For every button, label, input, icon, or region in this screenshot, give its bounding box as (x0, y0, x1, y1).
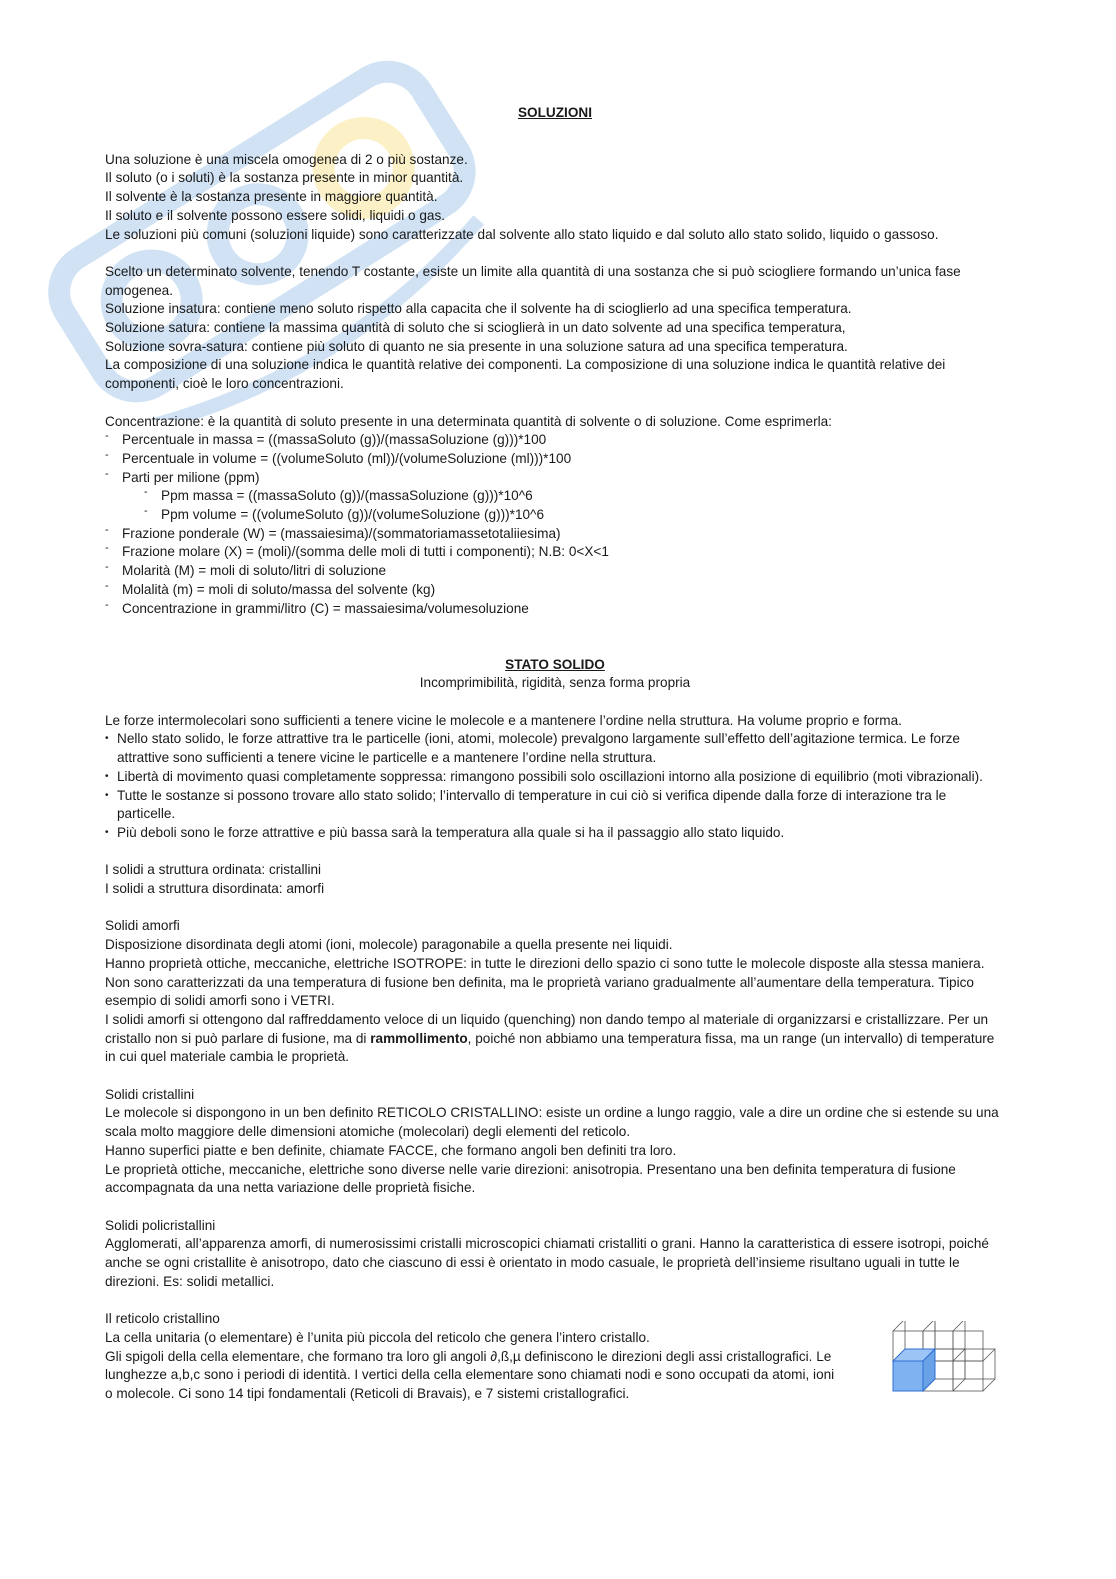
section-title-soluzioni: SOLUZIONI (517, 105, 592, 120)
list-item: ‐ Molarità (M) = moli di soluto/litri di soluzione (105, 562, 1005, 581)
paragraph-line: Soluzione insatura: contiene meno soluto rispetto alla capacita che il solvente ha di scioglierlo ad una specifica temperatura. (105, 301, 852, 317)
paragraph-line: Agglomerati, all’apparenza amorfi, di numerosissimi cristalli microscopici chiamati cristalliti o grani. Hanno la caratteristica di essere isotropi, poiché anche se ogni cristallite è anisotropo, dato che ciascuno di essi è orientato in modo casuale, le proprietà dell’insieme risultano uguali in tutte le direzioni. Es: solidi metallici. (105, 1236, 989, 1289)
document-content (105, 104, 1005, 1404)
concentration-intro: Concentrazione: è la quantità di soluto presente in una determinata quantità di solvente o di soluzione. Come esprimerla: (105, 413, 832, 429)
paragraph-line: Hanno proprietà ottiche, meccaniche, elettriche ISOTROPE: in tutte le direzioni dello spazio ci sono tutte le molecole disposte alla stessa maniera. Non sono caratterizzati da una temperatura di fusione ben definita, ma le proprietà variano gradualmente all’aumentare della temperatura. Tipico esempio di solidi amorfi sono i VETRI. (105, 955, 985, 1009)
subsection-heading: Solidi amorfi (105, 918, 180, 934)
crystal-lattice-icon (883, 1321, 1003, 1421)
paragraph-line: Una soluzione è una miscela omogenea di 2 o più sostanze. (105, 151, 468, 167)
paragraph-line: I solidi a struttura ordinata: cristallini (105, 862, 322, 878)
list-item: • Libertà di movimento quasi completamente soppressa: rimangono possibili solo oscillazioni intorno alla posizione di equilibrio (moti vibrazionali). (105, 768, 1005, 787)
list-item: ‐ Frazione ponderale (W) = (massaiesima)/(sommatoriamassetotaliiesima) (105, 525, 1005, 544)
paragraph-line: Le proprietà ottiche, meccaniche, elettriche sono diverse nelle varie direzioni: anisotropia. Presentano una ben definita temperatura di fusione accompagnata da una netta variazione delle proprietà fisiche. (105, 1161, 956, 1196)
list-item: ‐ Ppm volume = ((volumeSoluto (g))/(volumeSoluzione (g)))*10^6 (144, 506, 1005, 525)
list-item (105, 469, 1005, 525)
paragraph-line (105, 1011, 1005, 1067)
subsection-heading: Solidi cristallini (105, 1086, 195, 1102)
list-item: ‐ Frazione molare (X) = (moli)/(somma delle moli di tutti i componenti); N.B: 0<X<1 (105, 543, 1005, 562)
text-run: I solidi amorfi si ottengono dal raffreddamento veloce di un liquido (quenching) non dando tempo al materiale di organizzarsi e cristallizzare. Per un cristallo non si può parlare di fusione, ma di (105, 1011, 989, 1046)
bold-term: rammollimento (370, 1030, 468, 1046)
paragraph-line: Le molecole si dispongono in un ben definito RETICOLO CRISTALLINO: esiste un ordine a lungo raggio, vale a dire un ordine che si estende su una scala molto maggiore delle dimensioni atomiche (molecolari) degli elementi del reticolo. (105, 1105, 999, 1140)
ppm-sublist (144, 487, 1005, 524)
list-item: • Nello stato solido, le forze attrattive tra le particelle (ioni, atomi, molecole) prevalgono largamente sull’effetto dell’agitazione termica. Le forze attrattive sono sufficienti a tenere vicine le particelle e a mantenere l’ordine nella struttura. (105, 730, 1005, 767)
paragraph-line: I solidi a struttura disordinata: amorfi (105, 881, 325, 897)
subsection-heading: Il reticolo cristallino (105, 1311, 220, 1327)
lattice-block (105, 1329, 1005, 1404)
list-item-label: Parti per milione (ppm) (122, 469, 260, 485)
list-item: ‐ Percentuale in volume = ((volumeSoluto (ml))/(volumeSoluzione (ml)))*100 (105, 450, 1005, 469)
text-run: , poiché non abbiamo una temperatura fissa, ma un range (un intervallo) di temperature in cui quel materiale cambia le proprietà. (105, 1030, 995, 1065)
paragraph-line: Gli spigoli della cella elementare, che formano tra loro gli angoli ∂,ß,µ definiscono le direzioni degli assi cristallografici. Le lunghezze a,b,c sono i periodi di identità. I vertici della cella elementare sono chiamati nodi e sono occupati da atomi, ioni o molecole. Ci sono 14 tipi fondamentali (Reticoli di Bravais), e 7 sistemi cristallografici. (105, 1348, 835, 1401)
list-item: • Tutte le sostanze si possono trovare allo stato solido; l’intervallo di temperature in cui ciò si verifica dipende dalla forze di interazione tra le particelle. (105, 787, 1005, 824)
paragraph-line: Il solvente è la sostanza presente in maggiore quantità. (105, 189, 438, 205)
paragraph-line: Hanno superfici piatte e ben definite, chiamate FACCE, che formano angoli ben definiti tra loro. (105, 1142, 677, 1158)
paragraph-line: Il soluto (o i soluti) è la sostanza presente in minor quantità. (105, 170, 464, 186)
list-item: • Più deboli sono le forze attrattive e più bassa sarà la temperatura alla quale si ha il passaggio allo stato liquido. (105, 824, 1005, 843)
section-subtitle: Incomprimibilità, rigidità, senza forma propria (419, 675, 691, 691)
concentration-list (105, 431, 1005, 618)
paragraph-line: Disposizione disordinata degli atomi (ioni, molecole) paragonabile a quella presente nei liquidi. (105, 937, 673, 953)
paragraph-line: Le forze intermolecolari sono sufficienti a tenere vicine le molecole e a mantenere l’ordine nella struttura. Ha volume proprio e forma. (105, 712, 902, 728)
list-item: ‐ Ppm massa = ((massaSoluto (g))/(massaSoluzione (g)))*10^6 (144, 487, 1005, 506)
solid-properties-list (105, 730, 1005, 842)
section-title-stato-solido: STATO SOLIDO (505, 656, 605, 672)
list-item: ‐ Concentrazione in grammi/litro (C) = massaiesima/volumesoluzione (105, 600, 1005, 619)
paragraph-line: La composizione di una soluzione indica le quantità relative dei componenti. La composizione di una soluzione indica le quantità relative dei componenti, cioè le loro concentrazioni. (105, 357, 946, 392)
list-item: ‐ Percentuale in massa = ((massaSoluto (g))/(massaSoluzione (g)))*100 (105, 431, 1005, 450)
list-item: ‐ Molalità (m) = moli di soluto/massa del solvente (kg) (105, 581, 1005, 600)
paragraph-line: Soluzione sovra-satura: contiene più soluto di quanto ne sia presente in una soluzione satura ad una specifica temperatura. (105, 338, 848, 354)
paragraph-line: Il soluto e il solvente possono essere solidi, liquidi o gas. (105, 207, 446, 223)
subsection-heading: Solidi policristallini (105, 1217, 216, 1233)
paragraph-line: La cella unitaria (o elementare) è l’unita più piccola del reticolo che genera l’intero cristallo. (105, 1329, 650, 1345)
paragraph-line: Scelto un determinato solvente, tenendo T costante, esiste un limite alla quantità di una sostanza che si può sciogliere formando un’unica fase omogenea. (105, 263, 961, 298)
paragraph-line: Soluzione satura: contiene la massima quantità di soluto che si scioglierà in un dato solvente ad una specifica temperatura, (105, 320, 846, 336)
paragraph-line: Le soluzioni più comuni (soluzioni liquide) sono caratterizzate dal solvente allo stato liquido e dal soluto allo stato solido, liquido o gassoso. (105, 226, 939, 242)
